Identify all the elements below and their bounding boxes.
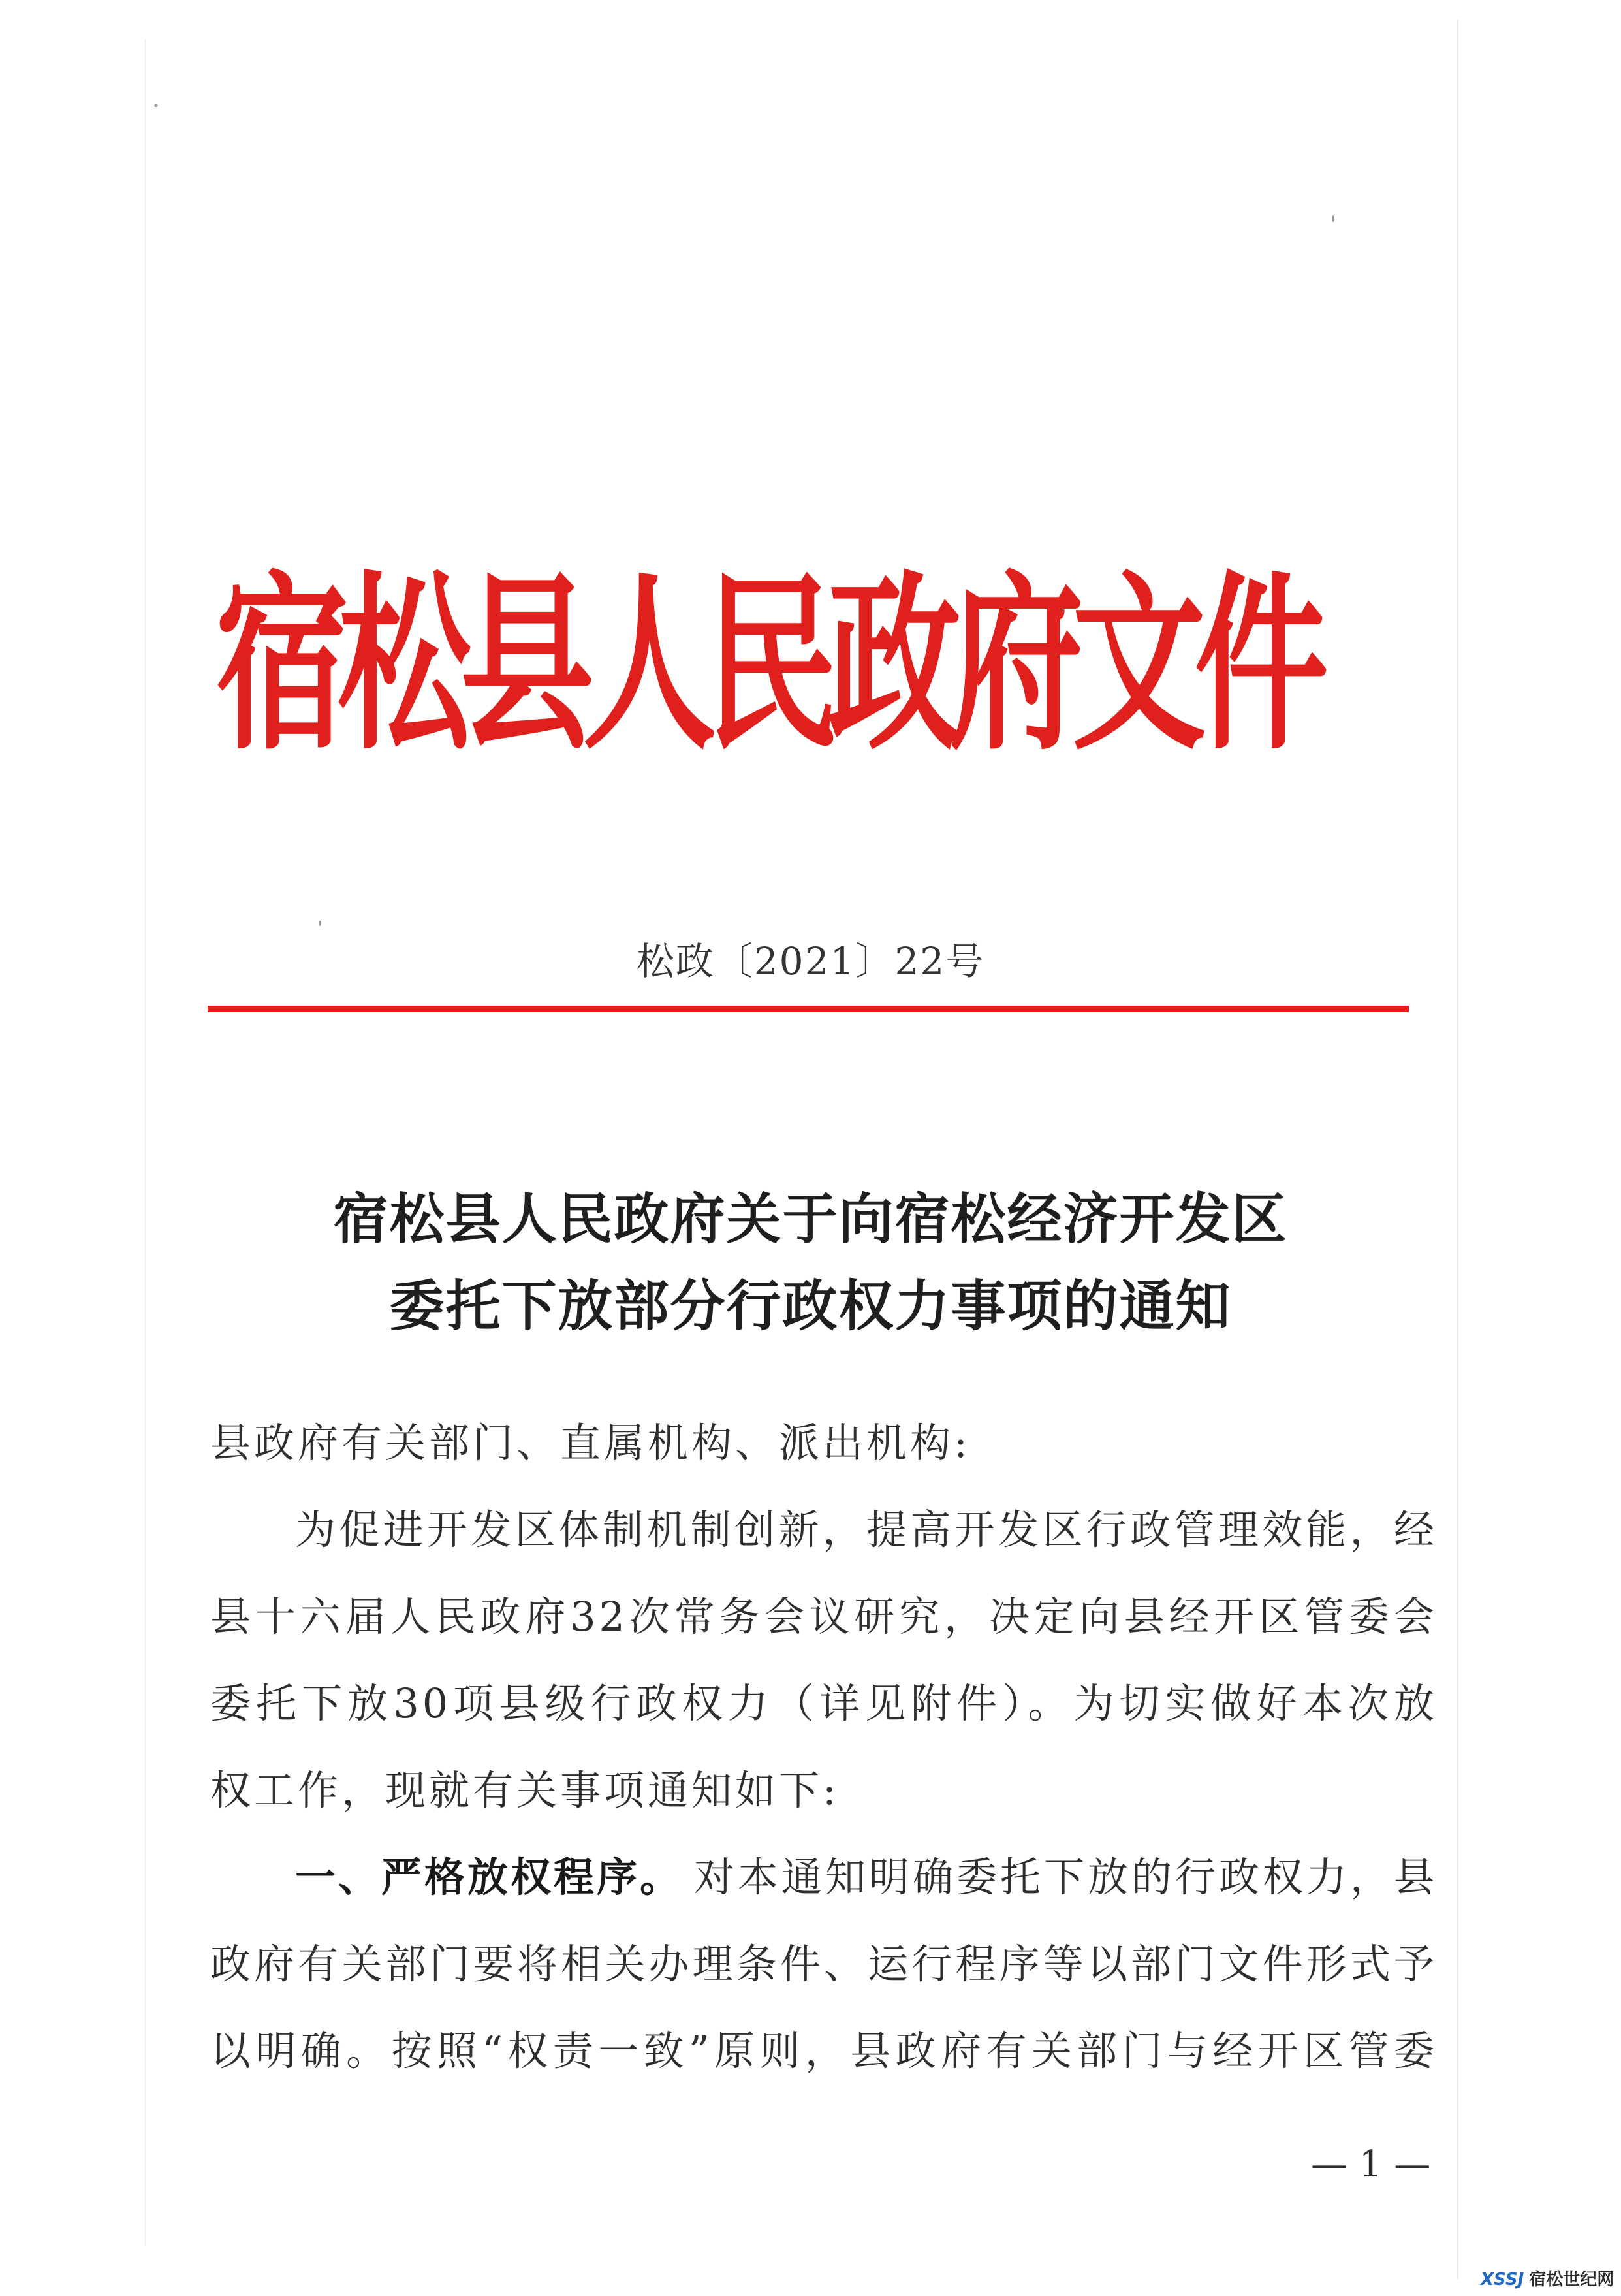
issuer-red-header: 宿松县人民政府文件	[215, 555, 1317, 776]
scan-speck	[154, 104, 158, 107]
notice-title-line-2: 委托下放部分行政权力事项的通知	[389, 1273, 1232, 1338]
site-watermark	[1481, 2266, 1614, 2290]
scan-edge-right	[1457, 20, 1458, 2279]
section-1-heading: 一、严格放权程序。	[295, 1853, 684, 1901]
scan-edge-left	[145, 39, 146, 2246]
red-separator-rule	[208, 1006, 1409, 1012]
watermark-text: 宿松世纪网	[1529, 2270, 1614, 2289]
document-number: 松政〔2021〕22号	[636, 939, 985, 983]
paragraph-line: 以明确。按照“权责一致”原则，县政府有关部门与经开区管委	[210, 2027, 1438, 2075]
paragraph-line: 为促进开发区体制机制创新，提高开发区行政管理效能，经	[295, 1506, 1438, 1554]
paragraph-line: 委托下放30项县级行政权力（详见附件）。为切实做好本次放	[210, 1680, 1438, 1727]
notice-title-line-1: 宿松县人民政府关于向宿松经济开发区	[333, 1187, 1288, 1251]
watermark-logo: XSSJ	[1481, 2270, 1524, 2289]
paragraph-line: 县十六届人民政府32次常务会议研究，决定向县经开区管委会	[210, 1593, 1438, 1640]
section-1-first-line	[210, 1845, 1438, 1903]
paragraph-line: 政府有关部门要将相关办理条件、运行程序等以部门文件形式予	[210, 1940, 1438, 1988]
page-number: — 1 —	[1311, 2143, 1431, 2186]
section-1-first-line-text: 对本通知明确委托下放的行政权力，县	[693, 1853, 1438, 1901]
paragraph-line: 权工作，现就有关事项通知如下:	[210, 1766, 840, 1814]
scan-speck	[319, 921, 321, 926]
scan-speck	[1332, 215, 1334, 222]
salutation: 县政府有关部门、直属机构、派出机构:	[210, 1419, 971, 1467]
